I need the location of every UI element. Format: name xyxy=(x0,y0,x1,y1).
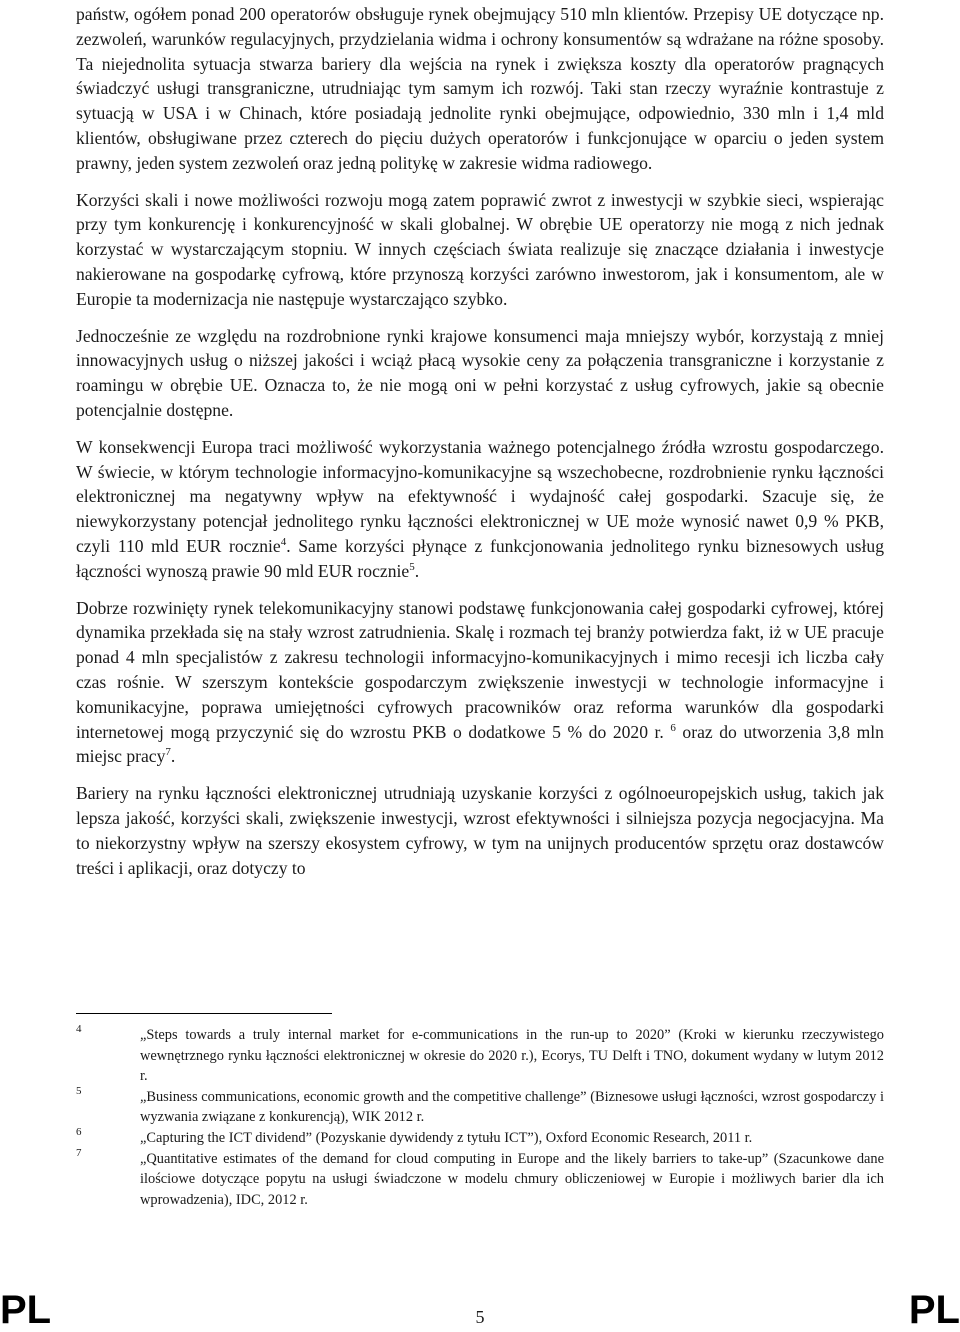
paragraph-5-text-b: oraz do utworzenia 3,8 mln miejsc pracy xyxy=(76,721,884,767)
paragraph-5-text-a: Dobrze rozwinięty rynek telekomunikacyjny stanowi podstawę funkcjonowania całej gospodarki cyfrowej, której dynamika przekłada się na stały wzrost zatrudnienia. Skalę i rozmach tej branży potwierdza fakt, iż w UE pracuje ponad 4 mln specjalistów z zakresu technologii informacyjno-komunikacyjnych i mimo recesji ich liczba cały czas rośnie. W szerszym kontekście gospodarczym zwiększenie inwestycji w technologie informacyjne i komunikacyjne, poprawa umiejętności cyfrowych pracowników oraz reforma warunków dla gospodarki internetowej mogą przyczynić się do wzrostu PKB o dodatkowe 5 % do 2020 r. xyxy=(76,597,884,742)
paragraph-5 xyxy=(76,596,884,770)
footnote-number: 7 xyxy=(76,1146,82,1159)
footnote-text: „Business communications, economic growth and the competitive challenge” (Biznesowe usługi łączności, wzrost gospodarczy i wyzwania związane z konkurencją), WIK 2012 r. xyxy=(140,1088,884,1126)
paragraph-6: Bariery na rynku łączności elektronicznej utrudniają uzyskanie korzyści z ogólnoeuropejskich usług, takich jak lepsza jakość, korzyści skali, zwiększenie inwestycji, wzrost efektywności i silniejsza pozycja negocjacyjna. Ma to niekorzystny wpływ na szerszy ekosystem cyfrowy, w tym na unijnych producentów sprzętu oraz dostawców treści i aplikacji, oraz dotyczy to xyxy=(76,783,884,878)
footnote-ref-4[interactable]: 4 xyxy=(280,536,287,549)
footnote-text: „Capturing the ICT dividend” (Pozyskanie dywidendy z tytułu ICT”), Oxford Economic Research, 2011 r. xyxy=(140,1129,753,1146)
paragraph-4-text-c: . xyxy=(414,560,420,581)
page-number: 5 xyxy=(475,1307,485,1327)
paragraph-3: Jednocześnie ze względu na rozdrobnione rynki krajowe konsumenci maja mniejszy wybór, korzystają z mniej innowacyjnych usług o niższej jakości i wciąż płacą wysokie ceny za połączenia transgraniczne i korzystanie z roamingu w obrębie UE. Oznacza to, że nie mogą oni w pełni korzystać z usług cyfrowych, jakie są obecnie potencjalnie dostępne. xyxy=(76,325,884,420)
language-code-left: PL xyxy=(0,1288,52,1332)
footnote-separator xyxy=(76,1013,332,1014)
language-code-right: PL xyxy=(908,1288,960,1332)
footnote-4 xyxy=(76,1025,884,1087)
footnote-ref-5[interactable]: 5 xyxy=(409,560,415,573)
footnote-7 xyxy=(76,1146,884,1211)
footnote-number: 6 xyxy=(76,1125,82,1138)
paragraph-5-text-c: . xyxy=(170,746,176,767)
footnote-number: 4 xyxy=(76,1023,82,1035)
footnotes xyxy=(76,1025,884,1210)
paragraph-4-text-a: W konsekwencji Europa traci możliwość wykorzystania ważnego potencjalnego źródła wzrostu gospodarczego. W świecie, w którym technologie informacyjno-komunikacyjne są wszechobecne, rozdrobnienie rynku łączności elektronicznej ma negatywny wpływ na efektywność i wydajność całej gospodarki. Szacuje się, że niewykorzystany potencjał jednolitego rynku łączności elektronicznej w UE może wynosić nawet 0,9 % PKB, czyli 110 mld EUR rocznie xyxy=(76,436,884,556)
paragraph-4-text-b: . Same korzyści płynące z funkcjonowania jednolitego rynku biznesowych usług łączności wynoszą prawie 90 mld EUR rocznie xyxy=(76,535,884,581)
footnote-text: „Steps towards a truly internal market for e-communications in the run-up to 2020” (Kroki w kierunku rzeczywistego wewnętrznego rynku łączności elektronicznej w okresie do 2020 r.), Ecorys, TU Delft i TNO, dokument wydany w lutym 2012 r. xyxy=(140,1027,884,1085)
footnote-text: „Quantitative estimates of the demand for cloud computing in Europe and the likely barriers to take-up” (Szacunkowe dane ilościowe dotyczące popytu na usługi świadczone w modelu chmury obliczeniowej w Europie i możliwych barier dla ich wprowadzenia), IDC, 2012 r. xyxy=(140,1150,884,1208)
paragraph-4 xyxy=(76,435,884,584)
paragraph-2: Korzyści skali i nowe możliwości rozwoju mogą zatem poprawić zwrot z inwestycji w szybkie sieci, wspierając przy tym konkurencję i konkurencyjność w skali globalnej. W obrębie UE operatorzy nie mogą z nich jednak korzystać w wystarczającym stopniu. W innych częściach świata realizuje się znaczące działania i inwestycje nakierowane na gospodarkę cyfrową, które przynoszą korzyści zarówno inwestorom, jak i konsumentom, ale w Europie ta modernizacja nie następuje wystarczająco szybko. xyxy=(76,189,884,309)
footnote-ref-6[interactable]: 6 xyxy=(670,721,676,734)
footnote-5 xyxy=(76,1084,884,1128)
footnote-6 xyxy=(76,1125,884,1149)
paragraph-1: państw, ogółem ponad 200 operatorów obsługuje rynek obejmujący 510 mln klientów. Przepisy UE dotyczące np. zezwoleń, warunków regulacyjnych, przydzielania widma i ochrony konsumentów są wdrażane na różne sposoby. Ta niejednolita sytuacja stwarza bariery dla wejścia na rynek i zwiększa koszty dla operatorów pragnących świadczyć usługi transgraniczne, utrudniając tym samym ich rozwój. Taki stan rzeczy wyraźnie kontrastuje z sytuacją w USA i w Chinach, które posiadają jednolite rynki obejmujące, odpowiednio, 330 mln i 1,4 mld klientów, obsługiwane przez czterech do pięciu dużych operatorów i funkcjonujące w oparciu o jeden system prawny, jeden system zezwoleń oraz jedną politykę w zakresie widma radiowego. xyxy=(76,4,884,173)
footnote-ref-7[interactable]: 7 xyxy=(165,746,171,759)
main-text xyxy=(76,2,884,892)
footnote-number: 5 xyxy=(76,1084,82,1097)
